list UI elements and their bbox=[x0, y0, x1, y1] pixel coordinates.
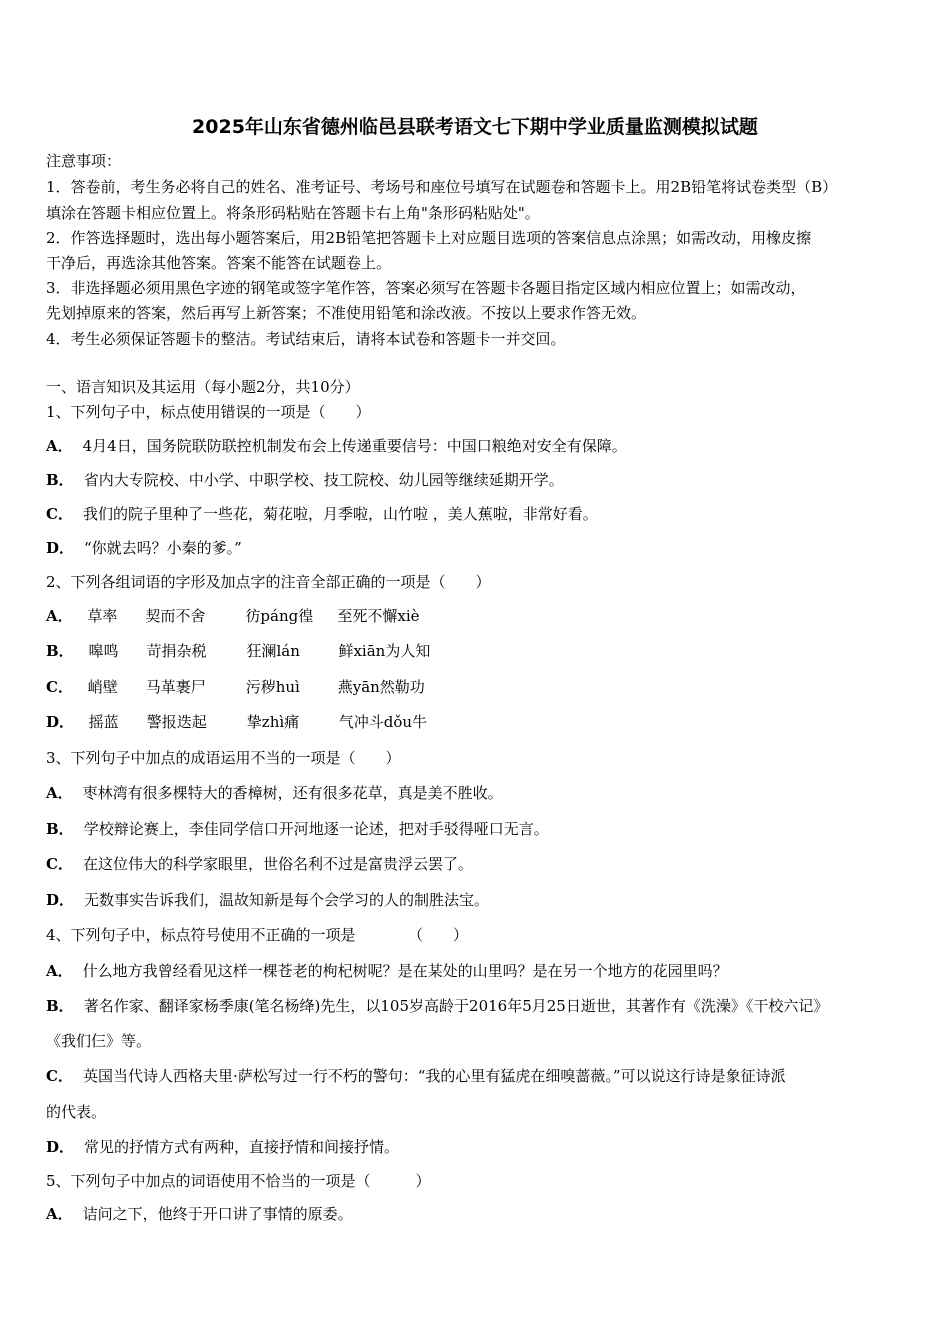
q1-option-b: B． 省内大专院校、中小学、中职学校、技工院校、幼儿园等继续延期开学。 bbox=[46, 471, 564, 489]
notice-line: 1．答卷前，考生务必将自己的姓名、准考证号、考场号和座位号填写在试题卷和答题卡上。用2B铅笔将试卷类型（B） bbox=[46, 178, 838, 196]
q2-option-d: D． 摇蓝 警报迭起 挚zhì痛 气冲斗dǒu牛 bbox=[46, 713, 428, 731]
q5-option-a: A． 诘问之下，他终于开口讲了事情的原委。 bbox=[46, 1205, 353, 1223]
section-heading: 一、语言知识及其运用（每小题2分，共10分） bbox=[46, 378, 360, 396]
notice-line: 3．非选择题必须用黑色字迹的钢笔或签字笔作答，答案必须写在答题卡各题目指定区域内相应位置上；如需改动， bbox=[46, 279, 806, 297]
question-5-stem: 5、下列句子中加点的词语使用不恰当的一项是（ ） bbox=[46, 1172, 431, 1190]
q1-option-a: A． 4月4日，国务院联防联控机制发布会上传递重要信号：中国口粮绝对安全有保障。 bbox=[46, 437, 627, 455]
question-4-stem: 4、下列句子中，标点符号使用不正确的一项是 （ ） bbox=[46, 926, 469, 944]
q4-option-c-cont: 的代表。 bbox=[46, 1103, 107, 1121]
q1-option-d: D． “你就去吗？小秦的爹。” bbox=[46, 539, 242, 557]
question-2-stem: 2、下列各组词语的字形及加点字的注音全部正确的一项是（ ） bbox=[46, 573, 491, 591]
q4-option-a: A． 什么地方我曾经看见这样一棵苍老的枸杞树呢？是在某处的山里吗？是在另一个地方的花园里吗？ bbox=[46, 962, 728, 980]
notice-line: 干净后，再选涂其他答案。答案不能答在试题卷上。 bbox=[46, 254, 392, 272]
q4-option-c: C． 英国当代诗人西格夫里·萨松写过一行不朽的警句：“我的心里有猛虎在细嗅蔷薇。”可以说这行诗是象征诗派 bbox=[46, 1067, 786, 1085]
q3-option-b: B． 学校辩论赛上，李佳同学信口开河地逐一论述，把对手驳得哑口无言。 bbox=[46, 820, 549, 838]
notice-line: 2．作答选择题时，选出每小题答案后，用2B铅笔把答题卡上对应题目选项的答案信息点涂黑；如需改动，用橡皮擦 bbox=[46, 229, 812, 247]
q2-option-c: C． 峭壁 马革裹尸 污秽huì 燕yān然勒功 bbox=[46, 678, 425, 696]
exam-title: 2025年山东省德州临邑县联考语文七下期中学业质量监测模拟试题 bbox=[192, 116, 758, 138]
q3-option-d: D． 无数事实告诉我们，温故知新是每个会学习的人的制胜法宝。 bbox=[46, 891, 490, 909]
notice-line: 填涂在答题卡相应位置上。将条形码粘贴在答题卡右上角"条形码粘贴处"。 bbox=[46, 204, 540, 222]
question-3-stem: 3、下列句子中加点的成语运用不当的一项是（ ） bbox=[46, 749, 401, 767]
question-1-stem: 1、下列句子中，标点使用错误的一项是（ ） bbox=[46, 403, 371, 421]
q2-option-b: B． 嗥鸣 苛捐杂税 狂澜lán 鲜xiān为人知 bbox=[46, 642, 431, 660]
notice-heading: 注意事项： bbox=[46, 152, 122, 170]
q1-option-c: C． 我们的院子里种了一些花，菊花啦，月季啦，山竹啦 ，美人蕉啦，非常好看。 bbox=[46, 505, 598, 523]
q3-option-a: A． 枣林湾有很多棵特大的香樟树，还有很多花草，真是美不胜收。 bbox=[46, 784, 503, 802]
notice-line: 先划掉原来的答案，然后再写上新答案；不准使用铅笔和涂改液。不按以上要求作答无效。 bbox=[46, 304, 647, 322]
q4-option-b-cont: 《我们仨》等。 bbox=[46, 1032, 152, 1050]
q4-option-d: D． 常见的抒情方式有两种，直接抒情和间接抒情。 bbox=[46, 1138, 400, 1156]
q2-option-a: A． 草率 契而不舍 彷páng徨 至死不懈xiè bbox=[46, 607, 420, 625]
q4-option-b: B． 著名作家、翻译家杨季康(笔名杨绛)先生，以105岁高龄于2016年5月25日逝世，其著作有《洗澡》《干校六记》 bbox=[46, 997, 829, 1015]
notice-line: 4．考生必须保证答题卡的整洁。考试结束后，请将本试卷和答题卡一并交回。 bbox=[46, 330, 566, 348]
q3-option-c: C． 在这位伟大的科学家眼里，世俗名利不过是富贵浮云罢了。 bbox=[46, 855, 473, 873]
